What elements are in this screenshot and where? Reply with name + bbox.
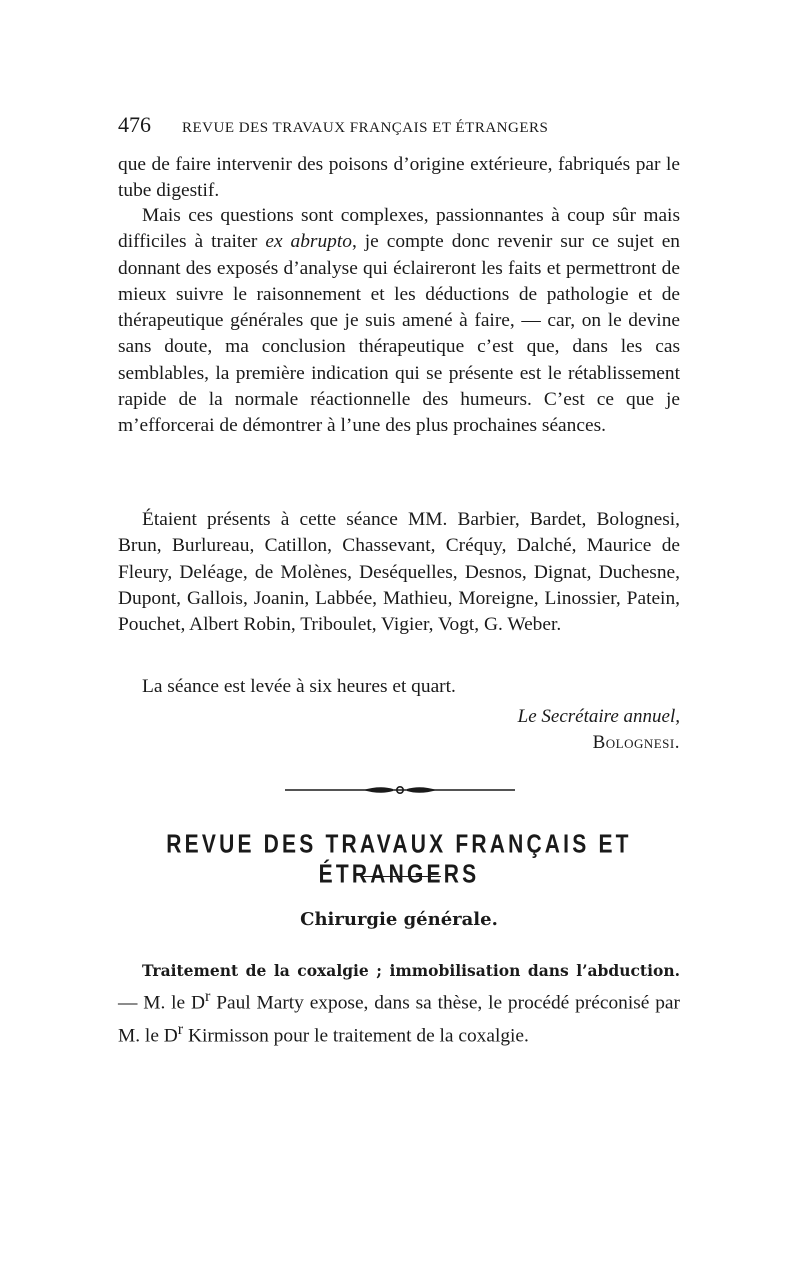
latin-phrase: ex abrupto <box>265 231 352 253</box>
subsection-heading: Chirurgie générale. <box>300 909 498 930</box>
paragraph-text: La séance est levée à six heures et quart. <box>142 676 456 697</box>
running-header <box>118 112 680 142</box>
signature-name: Bolognesi. <box>592 732 680 753</box>
paragraph-text: Étaient présents à cette séance MM. Barbier, Bardet, Bolognesi, Brun, Burlureau, Catillon, Chassevant, Créquy, Dalché, Maurice de Fleury, Deléage, de Molènes, Deséquelles, Desnos, Dignat, Duchesne, Dupont, Gallois, Joanin, Labbée, Mathieu, Moreigne, Linossier, Patein, Pouchet, Albert Robin, Triboulet, Vigier, Vogt, G. Weber. <box>118 509 680 636</box>
page-number: 476 <box>118 112 151 137</box>
paragraph-closing <box>118 674 680 700</box>
section-rule <box>361 876 441 877</box>
abbrev-superscript: r <box>204 988 211 1006</box>
paragraph-part: , je compte donc revenir sur ce sujet en donnant des exposés d’analyse qui éclaireront les faits et permettront de mieux suivre le raisonnement et les déductions de pathologie et de thérapeutique générales que je suis amené à faire, — car, on le devine sans doute, ma conclusion thérapeutique c’est que, dans les cas semblables, la première indication qui se présente est le rétablissement rapide de la normale réactionnelle des humeurs. C’est ce que je m’efforcerai de démontrer à l’une des plus prochaines séances. <box>118 231 680 437</box>
paragraph-text <box>118 203 680 440</box>
signature-role: Le Secrétaire annuel, <box>517 706 680 727</box>
abbrev-superscript: r <box>177 1021 184 1039</box>
review-entry <box>118 958 680 1050</box>
entry-paragraph <box>118 958 680 1050</box>
paragraph-text: que de faire intervenir des poisons d’origine extérieure, fabriqués par le tube digestif. <box>118 154 680 202</box>
paragraph-continuation <box>118 152 680 205</box>
section-title: REVUE DES TRAVAUX FRANÇAIS ET ÉTRANGERS <box>166 830 632 889</box>
running-title: REVUE DES TRAVAUX FRANÇAIS ET ÉTRANGERS <box>182 120 549 136</box>
entry-text: — M. le D <box>118 992 205 1014</box>
entry-title: Traitement de la coxalgie ; immobilisation dans l’abduction. <box>142 961 680 980</box>
ornamental-divider <box>285 782 515 798</box>
paragraph-attendees <box>118 507 680 638</box>
entry-text: Paul Marty expose, dans sa thèse, le procédé préconisé par M. le D <box>118 992 680 1047</box>
paragraph-questions <box>118 203 680 440</box>
entry-text: Kirmisson pour le traitement de la coxalgie. <box>183 1025 529 1047</box>
paragraph-part: Mais ces questions sont complexes, passionnantes à coup sûr mais difficiles à traiter <box>118 205 680 253</box>
